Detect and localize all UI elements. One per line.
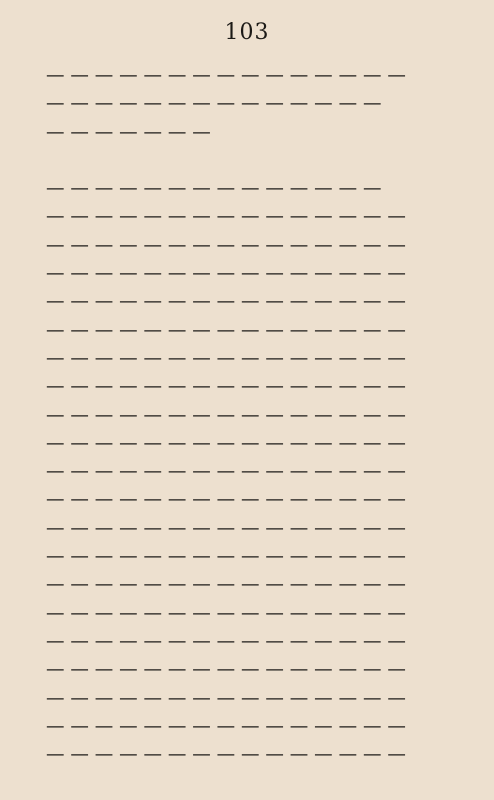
page-body-text (46, 62, 458, 769)
text-line: — — — — — — — — — — — — — — — (46, 206, 406, 228)
text-line: — — — — — — — — — — — — — — — (46, 602, 406, 624)
text-line: — — — — — — — — — — — — — — — (46, 630, 406, 652)
text-line: — — — — — — — — — — — — — — — (46, 744, 406, 766)
text-line: — — — — — — — — — — — — — — — (46, 715, 406, 737)
page-number: 103 (224, 20, 270, 45)
text-line: — — — — — — — — — — — — — — (46, 93, 382, 115)
text-line: — — — — — — — — — — — — — — — (46, 376, 406, 398)
text-line: — — — — — — — (46, 121, 211, 143)
text-line: — — — — — — — — — — — — — — — (46, 65, 406, 86)
text-line: — — — — — — — — — — — — — — — (46, 687, 406, 709)
text-line: — — — — — — — — — — — — — — — (46, 546, 406, 568)
text-line: — — — — — — — — — — — — — — — (46, 517, 406, 539)
text-line: — — — — — — — — — — — — — — — (46, 234, 406, 256)
text-line: — — — — — — — — — — — — — — — (46, 263, 406, 285)
text-line: — — — — — — — — — — — — — — — (46, 291, 406, 313)
text-line: — — — — — — — — — — — — — — — (46, 574, 406, 596)
text-line: — — — — — — — — — — — — — — — (46, 659, 406, 681)
text-line: — — — — — — — — — — — — — — — (46, 319, 406, 341)
text-line: — — — — — — — — — — — — — — — (46, 432, 406, 454)
text-line: — — — — — — — — — — — — — — — (46, 347, 406, 369)
text-line: — — — — — — — — — — — — — — — (46, 489, 406, 511)
text-line: — — — — — — — — — — — — — — — (46, 404, 406, 426)
text-line: — — — — — — — — — — — — — — — (46, 461, 406, 483)
text-line: — — — — — — — — — — — — — — (46, 178, 382, 200)
paragraph-break (46, 147, 458, 175)
